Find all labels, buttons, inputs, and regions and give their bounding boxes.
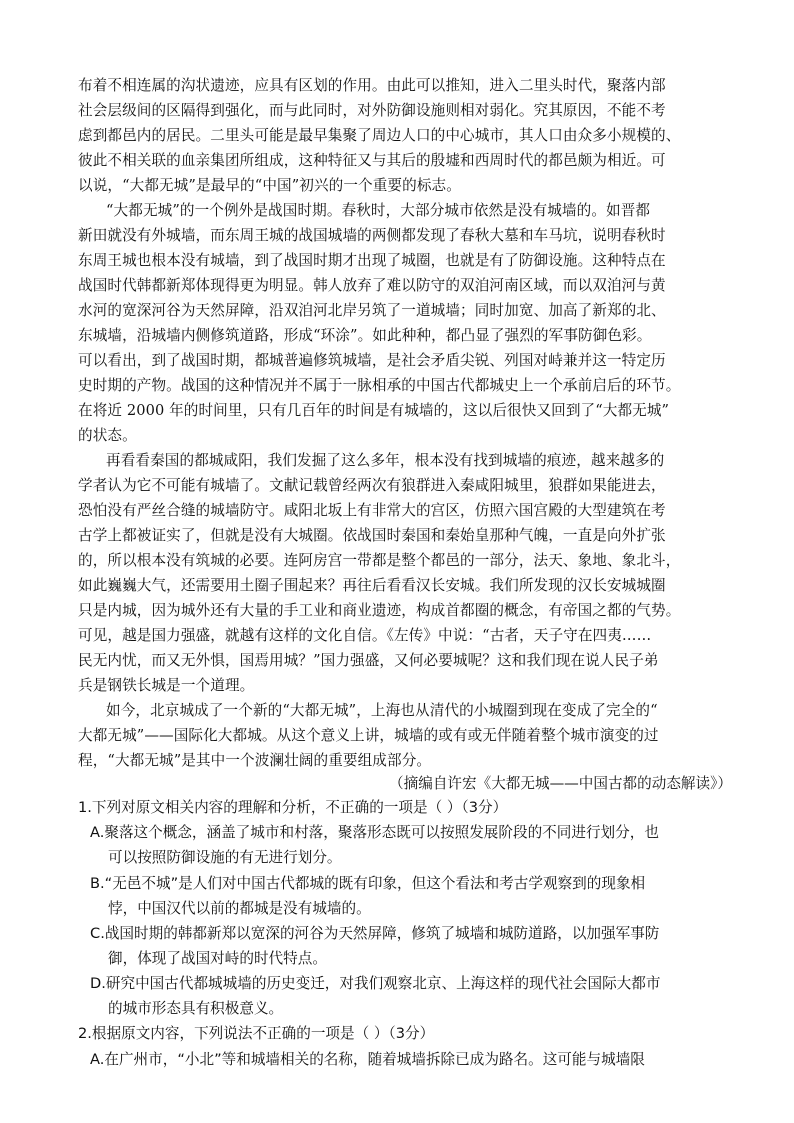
text-line: 只是内城，因为城外还有大量的手工业和商业遗迹，构成首都圈的概念，有帝国之都的气势。 (78, 602, 681, 619)
text-line: 东城墙，沿城墙内侧修筑道路，形成“环涂”。如此种种，都凸显了强烈的军事防御色彩。 (78, 327, 652, 344)
text-line: 恐怕没有严丝合缝的城墙防守。咸阳北坂上有非常大的宫区，仿照六国宫殿的大型建筑在考 (78, 502, 666, 519)
text-line: 彼此不相关联的血亲集团所组成，这种特征又与其后的殷墟和西周时代的都邑颇为相近。可 (78, 152, 666, 169)
text-line: 虑到都邑内的居民。二里头可能是最早集聚了周边人口的中心城市，其人口由众多小规模的、 (78, 127, 681, 144)
text-line: 的状态。 (78, 427, 137, 444)
text-line: 布着不相连属的沟状遗迹，应具有区划的作用。由此可以推知，进入二里头时代，聚落内部 (78, 77, 666, 94)
text-line: 程，“大都无城”是其中一个波澜壮阔的重要组成部分。 (78, 752, 432, 769)
text-line: 民无内忧，而又无外惧，国焉用城？”国力强盛，又何必要城呢？这和我们现在说人民子弟 (78, 652, 659, 669)
text-line: 社会层级间的区隔得到强化，而与此同时，对外防御设施则相对弱化。究其原因，不能不考 (78, 102, 666, 119)
text-line: 可以看出，到了战国时期，都城普遍修筑城墙，是社会矛盾尖锐、列国对峙兼并这一特定历 (78, 352, 666, 369)
text-line: 东周王城也根本没有城墙，到了战国时期才出现了城圈，也就是有了防御设施。这种特点在 (78, 252, 666, 269)
question-stem: 2.根据原文内容，下列说法不正确的一项是（ ）（3分） (78, 1025, 435, 1042)
option-c: C.战国时期的韩都新郑以宽深的河谷为天然屏障，修筑了城墙和城防道路，以加强军事防 (90, 925, 660, 942)
text-line: 史时期的产物。战国的这种情况并不属于一脉相承的中国古代都城史上一个承前启后的环节。 (78, 377, 681, 394)
text-line: “大都无城”的一个例外是战国时期。春秋时，大部分城市依然是没有城墙的。如晋都 (106, 202, 651, 219)
option-d: D.研究中国古代都城城墙的历史变迁，对我们观察北京、上海这样的现代社会国际大都市 (90, 975, 661, 992)
text-line: 学者认为它不可能有城墙了。文献记载曾经两次有狼群进入秦咸阳城里，狼群如果能进去， (78, 477, 666, 494)
source-citation: （摘编自许宏《大都无城——中国古都的动态解读》） (389, 775, 732, 792)
option-a: A.在广州市，“小北”等和城墙相关的名称，随着城墙拆除已成为路名。这可能与城墙限 (90, 1051, 645, 1068)
text-line: 水河的宽深河谷为天然屏障，沿双洎河北岸另筑了一道城墙；同时加宽、加高了新郑的北、 (78, 302, 666, 319)
text-line: 如此巍巍大气，还需要用土圈子围起来？再往后看看汉长安城。我们所发现的汉长安城城圈 (78, 577, 666, 594)
text-line: 兵是钢铁长城是一个道理。 (78, 677, 255, 694)
option-a: A.聚落这个概念，涵盖了城市和村落，聚落形态既可以按照发展阶段的不同进行划分，也 (90, 824, 659, 841)
text-line: 再看看秦国的都城咸阳，我们发掘了这么多年，根本没有找到城墙的痕迹，越来越多的 (106, 452, 665, 469)
text-line: 古学上都被证实了，但就是没有大城圈。依战国时秦国和秦始皇那种气魄，一直是向外扩张 (78, 527, 666, 544)
option-c-continuation: 御，体现了战国对峙的时代特点。 (108, 950, 327, 967)
option-a-continuation: 可以按照防御设施的有无进行划分。 (108, 849, 342, 866)
text-line: 战国时代韩都新郑体现得更为明显。韩人放弃了难以防守的双洎河南区域，而以双洎河与黄 (78, 277, 666, 294)
text-line: 可见，越是国力强盛，就越有这样的文化自信。《左传》中说：“古者，天子守在四夷…… (78, 627, 652, 644)
text-line: 的，所以根本没有筑城的必要。连阿房宫一带都是整个都邑的一部分，法天、象地、象北斗， (78, 552, 681, 569)
text-line: 如今，北京城成了一个新的“大都无城”，上海也从清代的小城圈到现在变成了完全的“ (106, 702, 658, 719)
text-line: 大都无城”——国际化大都城。从这个意义上讲，城墙的或有或无伴随着整个城市演变的过 (78, 727, 659, 744)
text-line: 以说，“大都无城”是最早的“中国”初兴的一个重要的标志。 (78, 177, 461, 194)
option-d-continuation: 的城市形态具有积极意义。 (108, 1000, 284, 1017)
option-b-continuation: 悖，中国汉代以前的都城是没有城墙的。 (108, 900, 371, 917)
question-stem: 1.下列对原文相关内容的理解和分析，不正确的一项是（ ）（3分） (78, 799, 508, 816)
text-line: 在将近 2000 年的时间里，只有几百年的时间是有城墙的，这以后很快又回到了“大都无城” (78, 402, 670, 419)
option-b: B.“无邑不城”是人们对中国古代都城的既有印象，但这个看法和考古学观察到的现象相 (90, 875, 646, 892)
text-line: 新田就没有外城墙，而东周王城的战国城墙的两侧都发现了春秋大墓和车马坑，说明春秋时 (78, 227, 666, 244)
